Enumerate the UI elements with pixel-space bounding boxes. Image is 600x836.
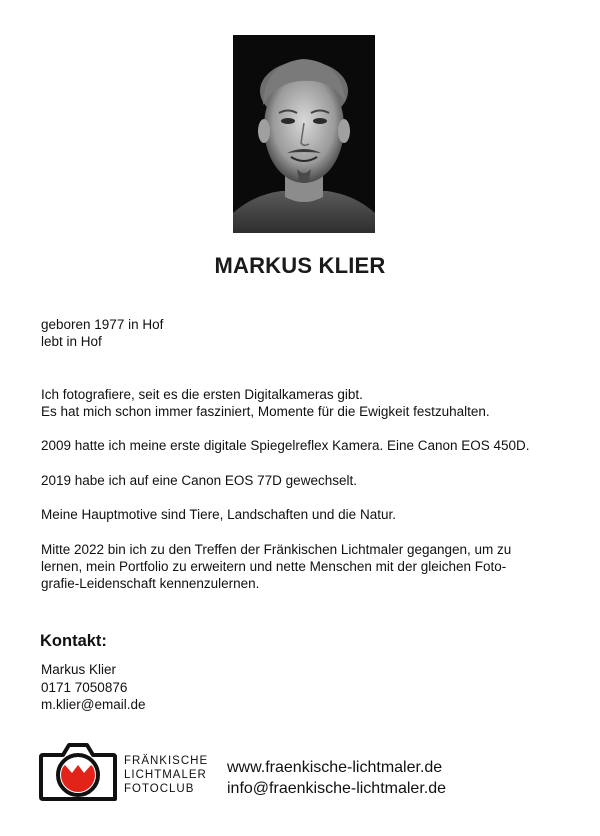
bio-paragraph-1: Ich fotografiere, seit es die ersten Digitalkameras gibt. Es hat mich schon immer fasziniert, Momente für die Ewigkeit festzuhalten.: [41, 387, 490, 419]
portrait-photo: [233, 35, 375, 233]
club-name-line-2: LICHTMALER: [124, 769, 207, 781]
club-email-link[interactable]: info@fraenkische-lichtmaler.de: [227, 780, 447, 797]
contact-heading: Kontakt:: [40, 632, 107, 650]
club-website-link[interactable]: www.fraenkische-lichtmaler.de: [227, 759, 443, 776]
bio-paragraph-3: 2019 habe ich auf eine Canon EOS 77D gewechselt.: [41, 473, 357, 488]
contact-email: m.klier@email.de: [41, 697, 146, 712]
bio-paragraph-5: Mitte 2022 bin ich zu den Treffen der Fränkischen Lichtmaler gegangen, um zu lernen, mein Portfolio zu erweitern und nette Menschen mit der gleichen Foto- grafie-Leidenschaft kennenzulernen.: [41, 542, 512, 591]
club-name: [124, 754, 208, 796]
club-name-line-3: FOTOCLUB: [124, 783, 195, 795]
bio-born: geboren 1977 in Hof lebt in Hof: [41, 317, 164, 349]
person-name: MARKUS KLIER: [214, 253, 386, 278]
contact-phone: 0171 7050876: [41, 680, 128, 695]
camera-logo-icon: [39, 741, 117, 803]
person-portrait-icon: [233, 35, 375, 233]
bio-paragraph-4: Meine Hauptmotive sind Tiere, Landschaften und die Natur.: [41, 507, 396, 522]
club-logo: [39, 741, 117, 803]
contact-name: Markus Klier: [41, 662, 117, 677]
club-name-line-1: FRÄNKISCHE: [124, 755, 209, 767]
bio-paragraph-2: 2009 hatte ich meine erste digitale Spiegelreflex Kamera. Eine Canon EOS 450D.: [41, 438, 530, 453]
